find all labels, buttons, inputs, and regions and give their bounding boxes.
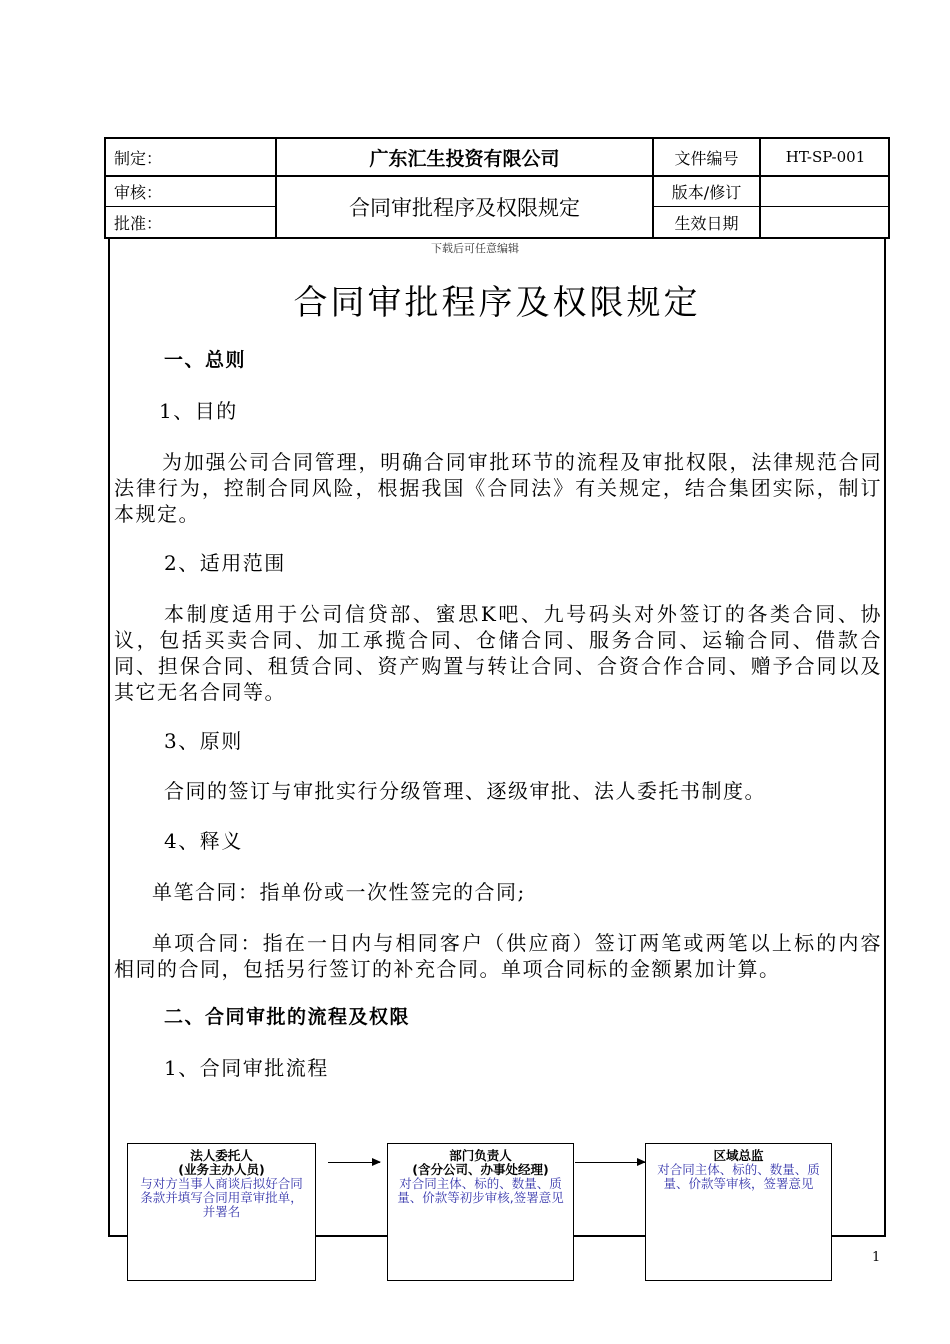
document-title: 合同审批程序及权限规定 bbox=[293, 283, 701, 323]
flow-box-description: 对合同主体、标的、数量、质量、价款等审核，签署意见 bbox=[657, 1162, 820, 1191]
paragraph-purpose: 为加强公司合同管理，明确合同审批环节的流程及审批权限，法律规范合同法律行为，控制合同风险，根据我国《合同法》有关规定，结合集团实际，制订本规定。 bbox=[114, 450, 882, 526]
version-label: 版本/修订 bbox=[671, 183, 742, 202]
flow-box-title: 区域总监 bbox=[713, 1148, 764, 1163]
paragraph-scope: 本制度适用于公司信贷部、蜜思K吧、九号码头对外签订的各类合同、协议，包括买卖合同、加工承揽合同、仓储合同、服务合同、运输合同、借款合同、担保合同、租赁合同、资产购置与转让合同、合资合作合同、赠予合同以及其它无名合同等。 bbox=[114, 602, 882, 704]
flow-box-regional-director bbox=[645, 1143, 832, 1281]
version-value bbox=[761, 177, 890, 206]
flow-box-title: 法人委托人 bbox=[190, 1148, 253, 1163]
file-number-label: 文件编号 bbox=[674, 148, 739, 168]
flow-box-subtitle: (业务主办人员) bbox=[178, 1162, 265, 1177]
document-header-table bbox=[104, 137, 890, 239]
page-frame-left bbox=[108, 239, 110, 1237]
file-number-value: HT-SP-001 bbox=[785, 148, 866, 166]
definition-itemized-contract: 单项合同：指在一日内与相同客户（供应商）签订两笔或两笔以上标的内容相同的合同，包括另行签订的补充合同。单项合同标的金额累加计算。 bbox=[114, 931, 882, 981]
flow-box-legal-agent bbox=[127, 1143, 316, 1281]
definition-single-contract: 单笔合同：指单份或一次性签完的合同; bbox=[152, 880, 526, 904]
effective-date-value bbox=[761, 207, 890, 237]
subheading-definitions: 4、释义 bbox=[164, 829, 243, 853]
header-doc-title: 合同审批程序及权限规定 bbox=[349, 196, 580, 220]
subheading-approval-flow: 1、合同审批流程 bbox=[164, 1056, 329, 1080]
section-heading-general: 一、总则 bbox=[164, 349, 247, 371]
section-heading-approval: 二、合同审批的流程及权限 bbox=[164, 1006, 411, 1028]
flow-box-title: 部门负责人 bbox=[449, 1148, 512, 1163]
flow-box-description: 对合同主体、标的、数量、质量、价款等初步审核,签署意见 bbox=[397, 1176, 564, 1205]
flow-box-department-head bbox=[387, 1143, 574, 1281]
effective-date-label: 生效日期 bbox=[674, 213, 739, 233]
flow-box-subtitle: (含分公司、办事处经理) bbox=[412, 1162, 549, 1177]
approved-by-label: 批准： bbox=[114, 213, 163, 233]
company-name: 广东汇生投资有限公司 bbox=[369, 147, 560, 170]
flow-arrow bbox=[575, 1162, 645, 1163]
page-number: 1 bbox=[872, 1250, 881, 1265]
paragraph-principle: 合同的签订与审批实行分级管理、逐级审批、法人委托书制度。 bbox=[164, 779, 766, 803]
subheading-principle: 3、原则 bbox=[164, 729, 243, 753]
page-frame-right bbox=[884, 239, 886, 1237]
subheading-purpose: 1、目的 bbox=[159, 399, 238, 423]
flow-arrow bbox=[328, 1162, 380, 1163]
made-by-label: 制定： bbox=[114, 148, 163, 168]
subheading-scope: 2、适用范围 bbox=[164, 551, 286, 575]
flow-box-description: 与对方当事人商谈后拟好合同条款并填写合同用章审批单，并署名 bbox=[140, 1176, 303, 1219]
watermark-text: 下载后可任意编辑 bbox=[431, 242, 519, 255]
reviewed-by-label: 审核： bbox=[114, 183, 163, 202]
